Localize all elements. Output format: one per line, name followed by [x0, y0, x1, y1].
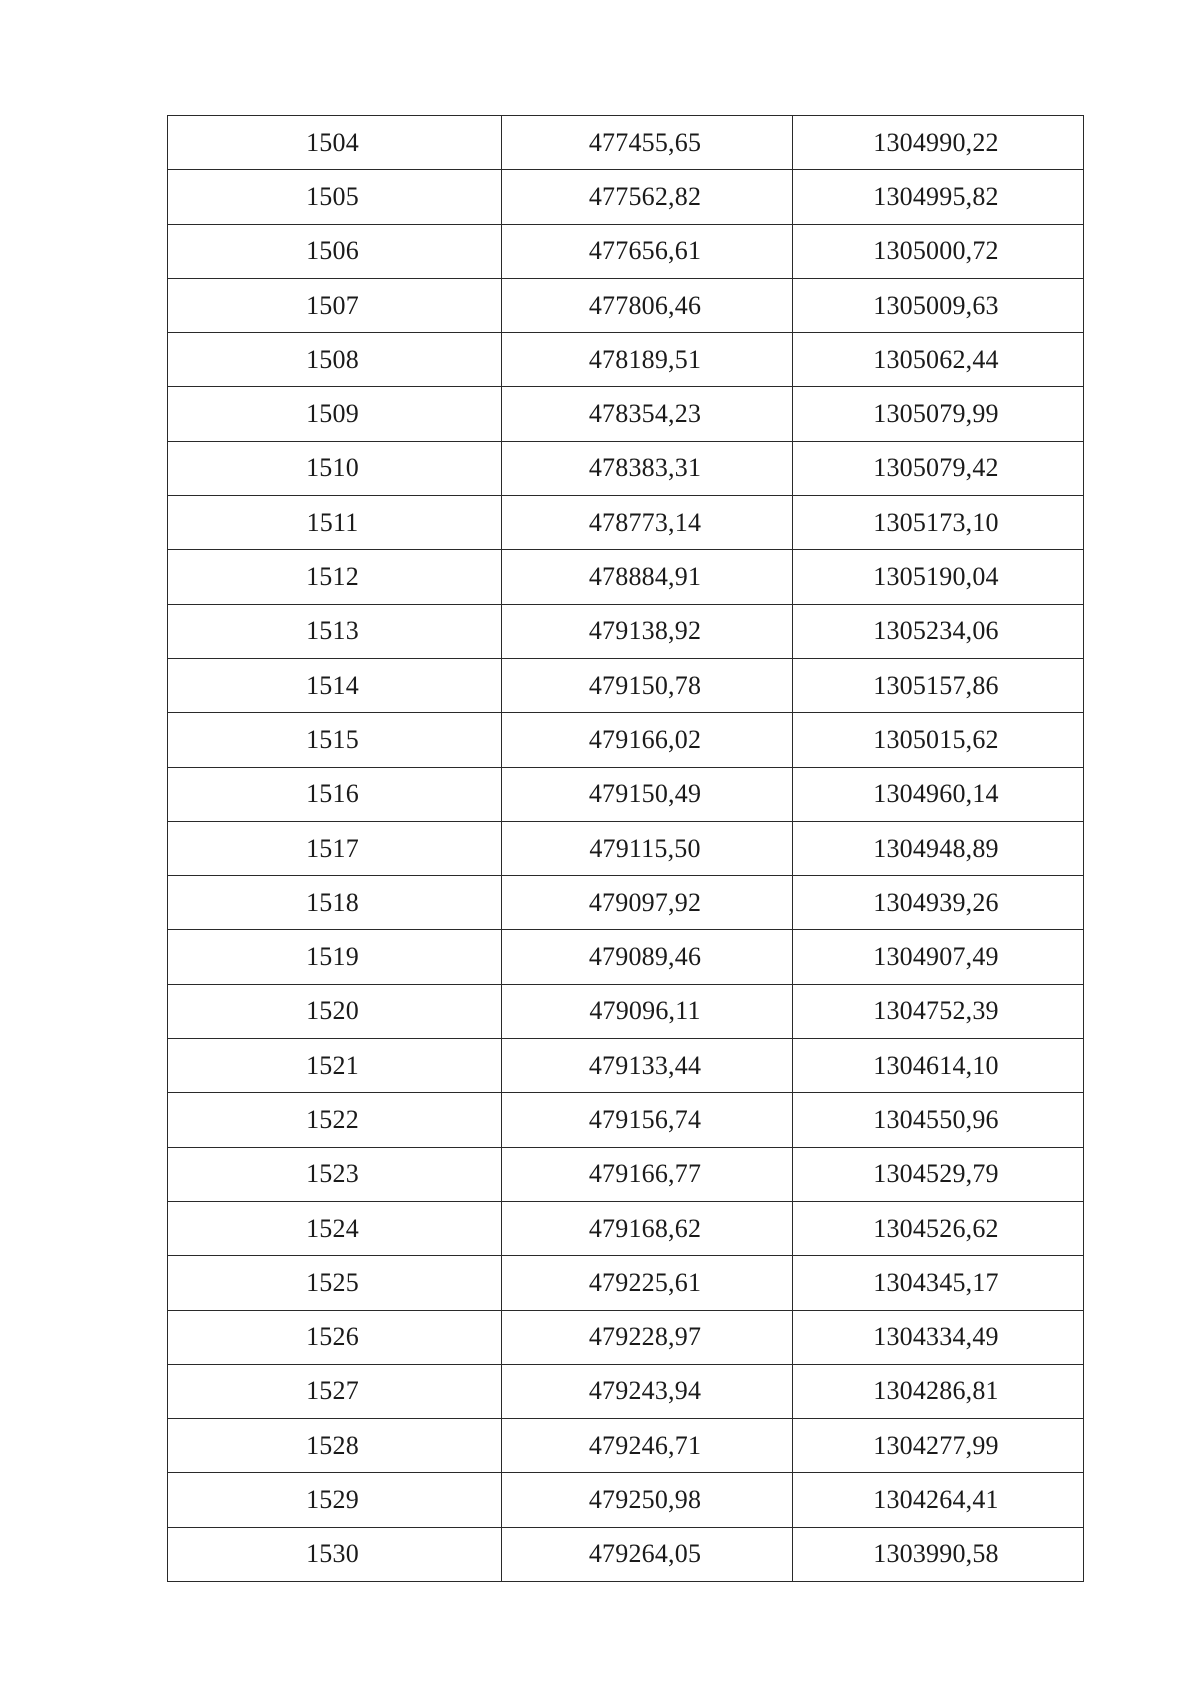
x-coordinate-cell: 477455,65	[502, 116, 793, 170]
point-number-cell: 1515	[168, 713, 502, 767]
table-row	[168, 658, 1084, 712]
point-number-cell: 1513	[168, 604, 502, 658]
point-number-cell: 1511	[168, 496, 502, 550]
x-coordinate-cell: 479115,50	[502, 821, 793, 875]
x-coordinate-cell: 479133,44	[502, 1039, 793, 1093]
y-coordinate-cell: 1304995,82	[793, 170, 1084, 224]
y-coordinate-cell: 1304345,17	[793, 1256, 1084, 1310]
y-coordinate-cell: 1304752,39	[793, 984, 1084, 1038]
y-coordinate-cell: 1305015,62	[793, 713, 1084, 767]
y-coordinate-cell: 1305234,06	[793, 604, 1084, 658]
point-number-cell: 1526	[168, 1310, 502, 1364]
point-number-cell: 1504	[168, 116, 502, 170]
x-coordinate-cell: 479166,77	[502, 1147, 793, 1201]
x-coordinate-cell: 479138,92	[502, 604, 793, 658]
table-row	[168, 1419, 1084, 1473]
point-number-cell: 1517	[168, 821, 502, 875]
point-number-cell: 1519	[168, 930, 502, 984]
x-coordinate-cell: 479089,46	[502, 930, 793, 984]
y-coordinate-cell: 1304526,62	[793, 1201, 1084, 1255]
y-coordinate-cell: 1304550,96	[793, 1093, 1084, 1147]
point-number-cell: 1516	[168, 767, 502, 821]
y-coordinate-cell: 1304939,26	[793, 876, 1084, 930]
x-coordinate-cell: 477656,61	[502, 224, 793, 278]
point-number-cell: 1505	[168, 170, 502, 224]
point-number-cell: 1528	[168, 1419, 502, 1473]
coordinates-table-body	[168, 116, 1084, 1582]
point-number-cell: 1506	[168, 224, 502, 278]
table-row	[168, 116, 1084, 170]
y-coordinate-cell: 1304990,22	[793, 116, 1084, 170]
x-coordinate-cell: 479150,49	[502, 767, 793, 821]
x-coordinate-cell: 479264,05	[502, 1527, 793, 1581]
x-coordinate-cell: 477806,46	[502, 278, 793, 332]
point-number-cell: 1514	[168, 658, 502, 712]
y-coordinate-cell: 1305000,72	[793, 224, 1084, 278]
y-coordinate-cell: 1304286,81	[793, 1364, 1084, 1418]
x-coordinate-cell: 477562,82	[502, 170, 793, 224]
y-coordinate-cell: 1304277,99	[793, 1419, 1084, 1473]
y-coordinate-cell: 1304334,49	[793, 1310, 1084, 1364]
point-number-cell: 1520	[168, 984, 502, 1038]
table-row	[168, 550, 1084, 604]
table-row	[168, 1527, 1084, 1581]
point-number-cell: 1512	[168, 550, 502, 604]
table-row	[168, 876, 1084, 930]
table-row	[168, 604, 1084, 658]
x-coordinate-cell: 479225,61	[502, 1256, 793, 1310]
y-coordinate-cell: 1303990,58	[793, 1527, 1084, 1581]
y-coordinate-cell: 1304264,41	[793, 1473, 1084, 1527]
x-coordinate-cell: 479243,94	[502, 1364, 793, 1418]
x-coordinate-cell: 479150,78	[502, 658, 793, 712]
point-number-cell: 1521	[168, 1039, 502, 1093]
point-number-cell: 1529	[168, 1473, 502, 1527]
table-row	[168, 441, 1084, 495]
y-coordinate-cell: 1305079,99	[793, 387, 1084, 441]
point-number-cell: 1527	[168, 1364, 502, 1418]
table-row	[168, 1093, 1084, 1147]
x-coordinate-cell: 479168,62	[502, 1201, 793, 1255]
y-coordinate-cell: 1304948,89	[793, 821, 1084, 875]
point-number-cell: 1518	[168, 876, 502, 930]
x-coordinate-cell: 478884,91	[502, 550, 793, 604]
point-number-cell: 1510	[168, 441, 502, 495]
y-coordinate-cell: 1305079,42	[793, 441, 1084, 495]
table-row	[168, 930, 1084, 984]
point-number-cell: 1522	[168, 1093, 502, 1147]
x-coordinate-cell: 479166,02	[502, 713, 793, 767]
x-coordinate-cell: 478773,14	[502, 496, 793, 550]
table-row	[168, 1310, 1084, 1364]
table-row	[168, 333, 1084, 387]
x-coordinate-cell: 478354,23	[502, 387, 793, 441]
y-coordinate-cell: 1304907,49	[793, 930, 1084, 984]
x-coordinate-cell: 479156,74	[502, 1093, 793, 1147]
table-row	[168, 767, 1084, 821]
table-row	[168, 1473, 1084, 1527]
table-row	[168, 1364, 1084, 1418]
y-coordinate-cell: 1305062,44	[793, 333, 1084, 387]
x-coordinate-cell: 479246,71	[502, 1419, 793, 1473]
point-number-cell: 1509	[168, 387, 502, 441]
table-row	[168, 821, 1084, 875]
point-number-cell: 1530	[168, 1527, 502, 1581]
point-number-cell: 1508	[168, 333, 502, 387]
table-row	[168, 387, 1084, 441]
table-row	[168, 278, 1084, 332]
coordinates-table	[167, 115, 1084, 1582]
y-coordinate-cell: 1304960,14	[793, 767, 1084, 821]
table-row	[168, 170, 1084, 224]
y-coordinate-cell: 1305157,86	[793, 658, 1084, 712]
table-row	[168, 1201, 1084, 1255]
point-number-cell: 1524	[168, 1201, 502, 1255]
y-coordinate-cell: 1305009,63	[793, 278, 1084, 332]
table-row	[168, 1256, 1084, 1310]
x-coordinate-cell: 479097,92	[502, 876, 793, 930]
x-coordinate-cell: 479228,97	[502, 1310, 793, 1364]
y-coordinate-cell: 1304529,79	[793, 1147, 1084, 1201]
table-row	[168, 1147, 1084, 1201]
y-coordinate-cell: 1305190,04	[793, 550, 1084, 604]
table-row	[168, 713, 1084, 767]
x-coordinate-cell: 479250,98	[502, 1473, 793, 1527]
point-number-cell: 1507	[168, 278, 502, 332]
table-row	[168, 984, 1084, 1038]
point-number-cell: 1525	[168, 1256, 502, 1310]
table-row	[168, 1039, 1084, 1093]
y-coordinate-cell: 1304614,10	[793, 1039, 1084, 1093]
x-coordinate-cell: 478189,51	[502, 333, 793, 387]
table-row	[168, 496, 1084, 550]
x-coordinate-cell: 478383,31	[502, 441, 793, 495]
y-coordinate-cell: 1305173,10	[793, 496, 1084, 550]
table-row	[168, 224, 1084, 278]
x-coordinate-cell: 479096,11	[502, 984, 793, 1038]
point-number-cell: 1523	[168, 1147, 502, 1201]
